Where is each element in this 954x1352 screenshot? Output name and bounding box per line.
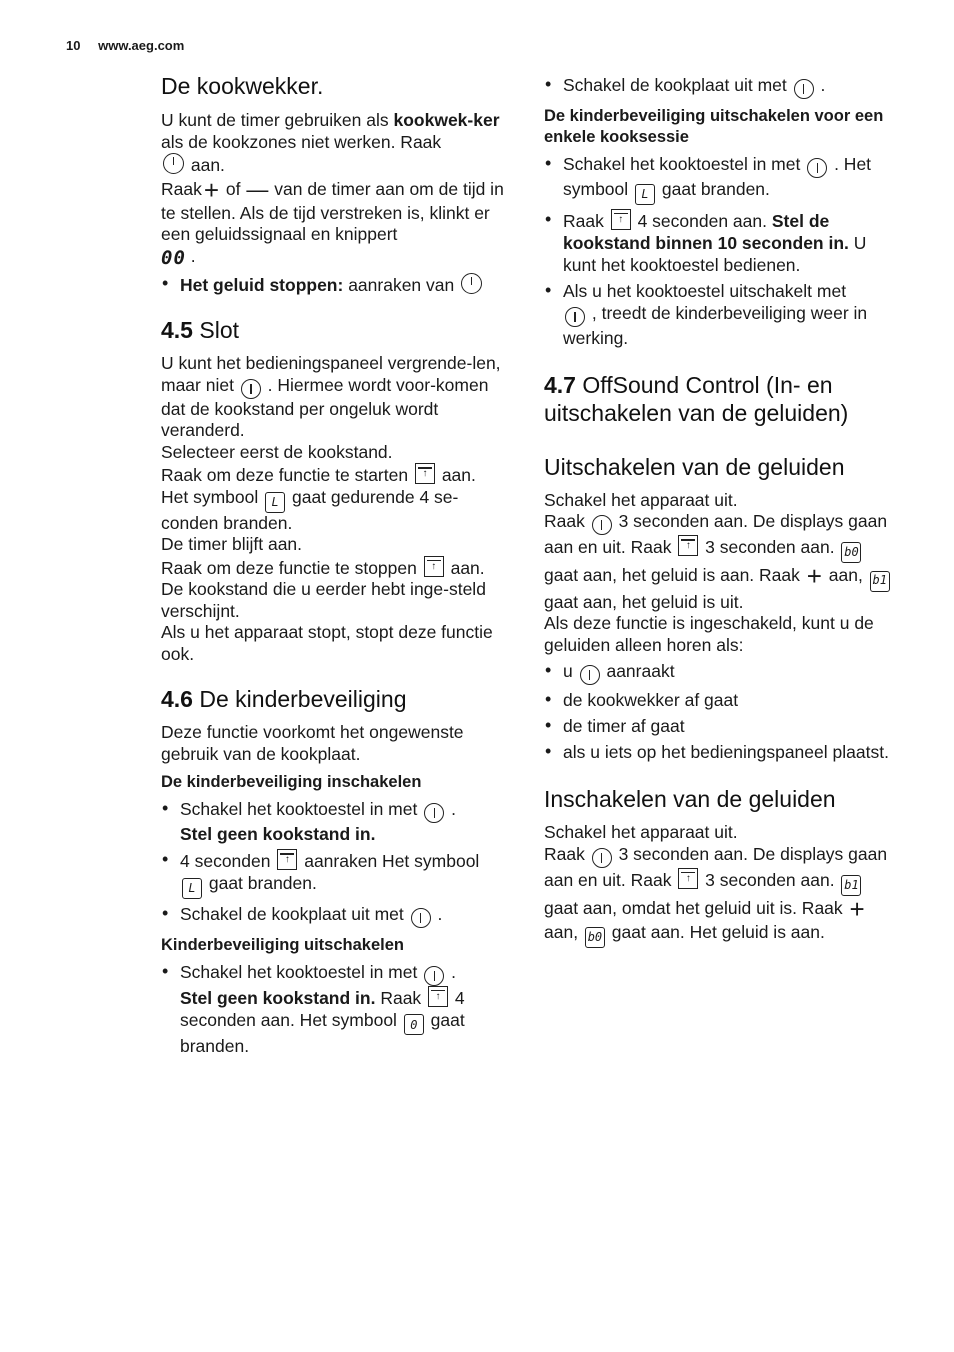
- website: www.aeg.com: [98, 38, 185, 53]
- lock-key-icon: [277, 849, 297, 870]
- slot-paragraph-2: Selecteer eerst de kookstand.: [161, 441, 393, 462]
- timer-icon: [163, 153, 184, 174]
- section-4-5-title: 4.5 Slot: [161, 317, 240, 343]
- kookwekker-title: De kookwekker.: [161, 73, 324, 99]
- slot-paragraph-4: Het symbool L gaat gedurende 4 se-conden branden.: [161, 486, 459, 533]
- list-item: • Schakel de kookplaat uit met .: [161, 903, 513, 928]
- left-column: [161, 68, 513, 1061]
- power-icon: [411, 908, 431, 928]
- power-icon: [565, 307, 585, 327]
- timer-icon: [461, 273, 482, 294]
- symbol-b1-icon: b1: [870, 571, 890, 592]
- slot-paragraph-7: De kookstand die u eerder hebt inge-steld verschijnt.: [161, 579, 486, 621]
- uitschakelen-title: Uitschakelen van de geluiden: [544, 453, 845, 480]
- power-icon: [794, 79, 814, 99]
- symbol-b0-icon: b0: [841, 542, 861, 563]
- slot-paragraph-8: Als u het apparaat stopt, stopt deze functie ook.: [161, 622, 493, 664]
- list-item: • Schakel het kooktoestel in met . Stel geen kookstand in.: [161, 798, 513, 845]
- kinder-on-list: [161, 798, 513, 928]
- session-list: [544, 153, 896, 349]
- plus-icon: +: [203, 174, 220, 205]
- lock-key-icon: [424, 556, 444, 577]
- kinder-off-continued-list: [544, 74, 896, 99]
- symbol-b1-icon: b1: [841, 875, 861, 896]
- lock-key-icon: [415, 463, 435, 484]
- uit-list: [544, 660, 896, 763]
- symbol-l-icon: L: [635, 184, 655, 205]
- lock-key-icon: [678, 535, 698, 556]
- in-paragraph-2: Raak 3 seconden aan. De displays gaan aan en uit. Raak ↑ 3 seconden aan. b1 gaat aan, omdat het geluid uit is. Raak + aan, b0 gaat aan. Het geluid is aan.: [544, 844, 896, 949]
- uit-paragraph-2: Raak 3 seconden aan. De displays gaan aan en uit. Raak ↑ 3 seconden aan. b0 gaat aan, het geluid is aan. Raak + aan, b1 gaat aan, het geluid is uit.: [544, 511, 896, 613]
- kinder-off-list: [161, 961, 513, 1058]
- list-item: • Schakel de kookplaat uit met .: [544, 74, 896, 99]
- list-item: • u aanraakt: [544, 660, 896, 685]
- uit-paragraph-3: Als deze functie is ingeschakeld, kunt u de geluiden alleen horen als:: [544, 613, 874, 655]
- symbol-l-icon: L: [182, 878, 202, 899]
- kinder-intro: Deze functie voorkomt het ongewenste gebruik van de kookplaat.: [161, 722, 464, 764]
- power-icon: [592, 515, 612, 535]
- display-00-icon: 00: [161, 246, 186, 269]
- kookwekker-paragraph-1: U kunt de timer gebruiken als kookwek-ker als de kookzones niet werken. Raak aan.: [161, 110, 500, 175]
- page-number: 10: [66, 38, 81, 53]
- power-icon: [424, 966, 444, 986]
- right-column: [544, 68, 896, 948]
- slot-paragraph-5: De timer blijft aan.: [161, 534, 303, 555]
- minus-icon: —: [246, 176, 269, 202]
- page-header: [66, 38, 184, 53]
- power-icon: [592, 848, 612, 868]
- list-item: • de kookwekker af gaat: [544, 689, 896, 711]
- lock-key-icon: [678, 868, 698, 889]
- plus-icon: +: [806, 561, 822, 592]
- section-4-7-title: 4.7 OffSound Control (In- en uitschakelen van de geluiden): [544, 371, 849, 426]
- kookwekker-paragraph-2: Raak+ of — van de timer aan om de tijd in te stellen. Als de tijd verstreken is, klinkt er een geluidssignaal en knippert 00 .: [161, 174, 504, 269]
- power-icon: [807, 158, 827, 178]
- symbol-l-icon: L: [265, 492, 285, 513]
- session-label: De kinderbeveiliging uitschakelen voor een enkele kooksessie: [544, 107, 884, 146]
- symbol-0-icon: 0: [404, 1014, 424, 1035]
- list-item: • de timer af gaat: [544, 715, 896, 737]
- list-item: • 4 seconden ↑ aanraken Het symbool L gaat branden.: [161, 849, 513, 899]
- symbol-b0-icon: b0: [585, 927, 605, 948]
- list-item: • Raak ↑ 4 seconden aan. Stel de kookstand binnen 10 seconden in. U kunt het kooktoestel bedienen.: [544, 209, 896, 276]
- lock-key-icon: [428, 986, 448, 1007]
- slot-paragraph-3: Raak om deze functie te starten ↑ aan.: [161, 463, 513, 487]
- slot-paragraph-6: Raak om deze functie te stoppen ↑ aan.: [161, 556, 513, 580]
- lock-key-icon: [611, 209, 631, 230]
- list-item: • Als u het kooktoestel uitschakelt met , treedt de kinderbeveiliging weer in werking.: [544, 280, 896, 349]
- list-item: • Het geluid stoppen: aanraken van: [161, 273, 513, 296]
- power-icon: [580, 665, 600, 685]
- list-item: • Schakel het kooktoestel in met . Stel geen kookstand in. Raak ↑ 4 seconden aan. Het symbool 0 gaat branden.: [161, 961, 513, 1058]
- kookwekker-list: [161, 273, 513, 296]
- uit-paragraph-1: Schakel het apparaat uit.: [544, 489, 738, 510]
- power-icon: [241, 379, 261, 399]
- slot-paragraph-1: U kunt het bedieningspaneel vergrende-len, maar niet . Hiermee wordt voor-komen dat de kookstand per ongeluk wordt veranderd.: [161, 353, 501, 440]
- list-item: • als u iets op het bedieningspaneel plaatst.: [544, 741, 896, 763]
- list-item: • Schakel het kooktoestel in met . Het symbool L gaat branden.: [544, 153, 896, 205]
- power-icon: [424, 803, 444, 823]
- in-paragraph-1: Schakel het apparaat uit.: [544, 822, 738, 842]
- plus-icon: +: [849, 893, 865, 924]
- kinder-on-label: De kinderbeveiliging inschakelen: [161, 773, 422, 792]
- kinder-off-label: Kinderbeveiliging uitschakelen: [161, 935, 404, 954]
- section-4-6-title: 4.6 De kinderbeveiliging: [161, 686, 407, 713]
- inschakelen-title: Inschakelen van de geluiden: [544, 786, 836, 812]
